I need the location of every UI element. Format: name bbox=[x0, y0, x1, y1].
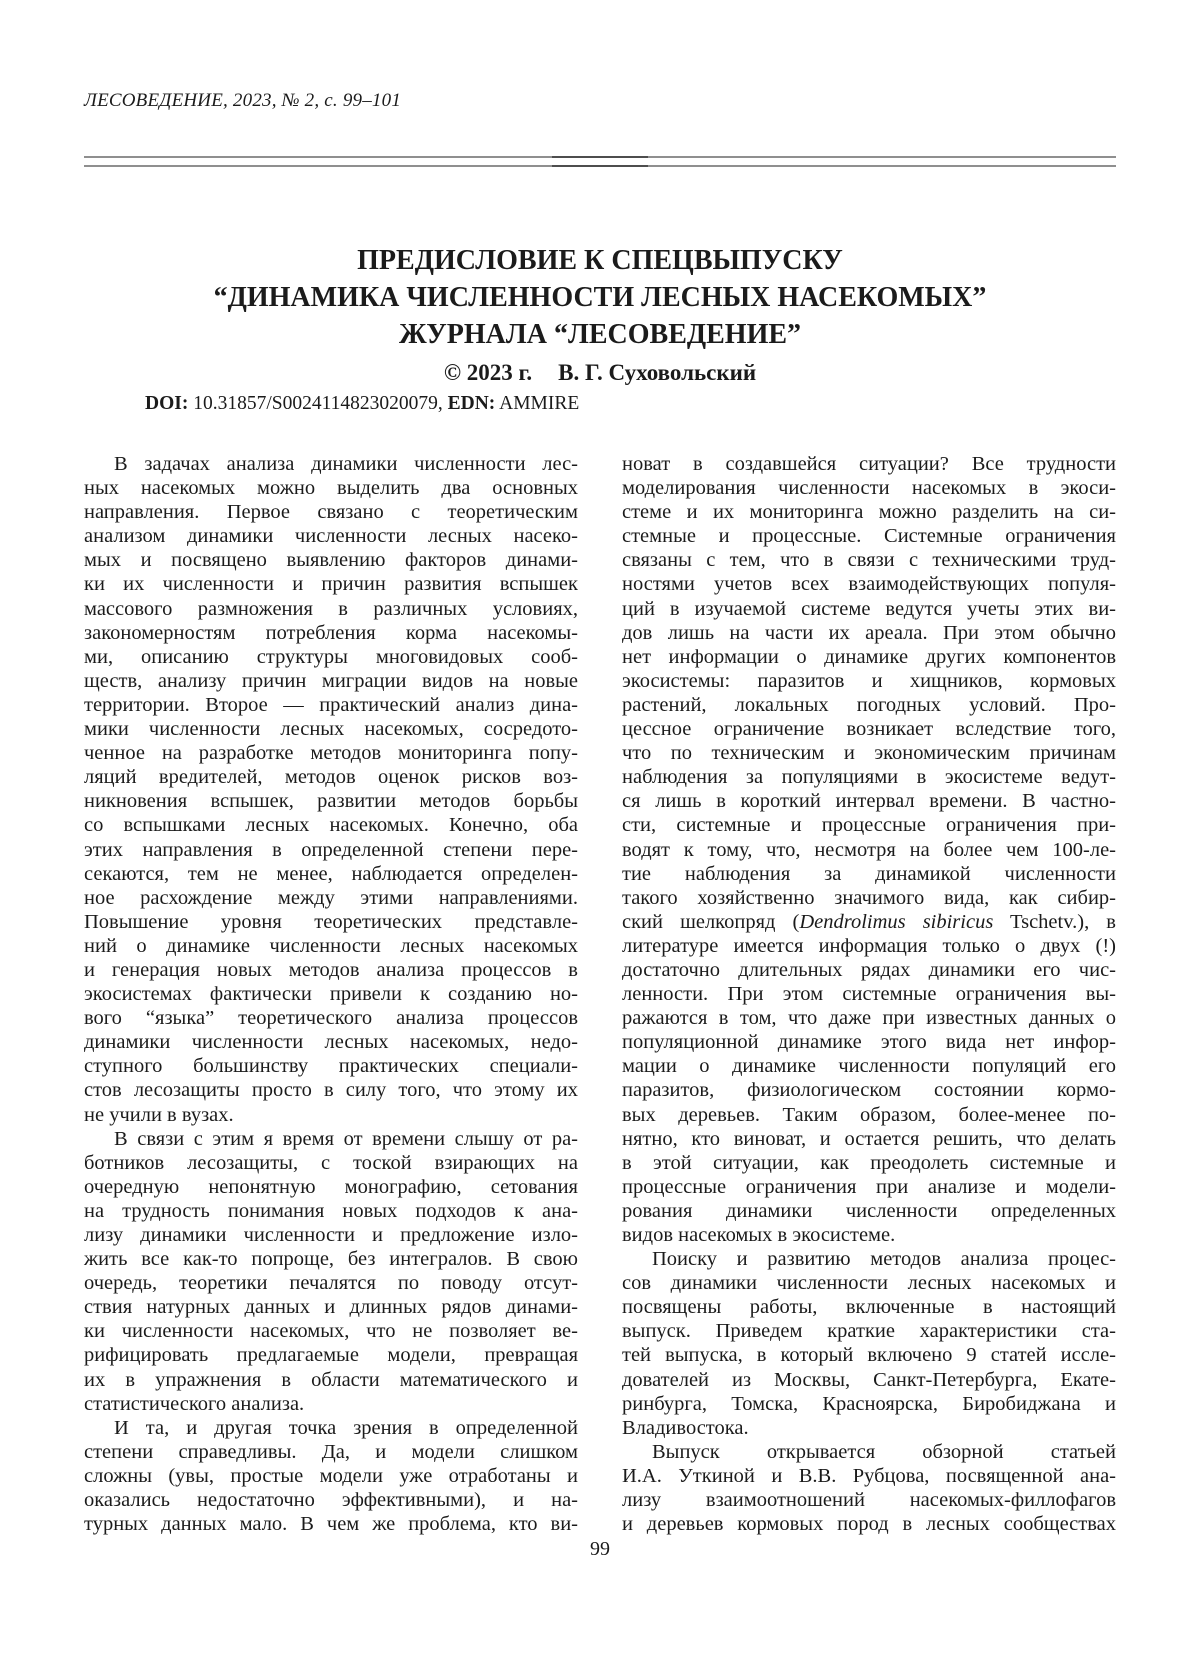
doi-line bbox=[145, 393, 579, 415]
text-line: выпуск. Приведем краткие характеристики ста- bbox=[622, 1320, 1116, 1343]
text-line: тие наблюдения за динамикой численности bbox=[622, 862, 1116, 885]
text-line: сложны (увы, простые модели уже отработаны и bbox=[84, 1464, 578, 1487]
text-line: секаются, тем не менее, наблюдается определен- bbox=[84, 862, 578, 885]
text-line: дов лишь на части их ареала. При этом обычно bbox=[622, 621, 1116, 644]
article-title bbox=[0, 242, 1200, 353]
text-line: рифицировать предлагаемые модели, превращая bbox=[84, 1344, 578, 1367]
text-line: мации о динамике численности популяций его bbox=[622, 1055, 1116, 1078]
edn-label: EDN: bbox=[447, 393, 496, 414]
text-line: со вспышками лесных насекомых. Конечно, оба bbox=[84, 814, 578, 837]
text-line: и деревьев кормовых пород в лесных сообществах bbox=[622, 1513, 1116, 1536]
doi-label: DOI: bbox=[145, 393, 189, 414]
copyright-year: © 2023 г. bbox=[443, 360, 533, 385]
journal-header: ЛЕСОВЕДЕНИЕ, 2023, № 2, с. 99–101 bbox=[84, 90, 402, 111]
text-line: что по техническим и экономическим причинам bbox=[622, 742, 1116, 765]
text-line: В задачах анализа динамики численности лес- bbox=[114, 453, 578, 475]
page-number: 99 bbox=[590, 1538, 610, 1560]
text-line: ностями учетов всех взаимодействующих популя- bbox=[622, 573, 1116, 596]
text-line: ченное на разработке методов мониторинга попу- bbox=[84, 742, 578, 765]
text-line: и генерация новых методов анализа процессов в bbox=[84, 958, 578, 981]
text-column-left bbox=[84, 452, 578, 1536]
text-line: лизу взаимоотношений насекомых-филлофагов bbox=[622, 1489, 1116, 1512]
text-line: наблюдения за популяциями в экосистеме ведут- bbox=[622, 766, 1116, 789]
text-line: новат в создавшейся ситуации? Все трудности bbox=[622, 453, 1116, 475]
text-line: посвящены работы, включенные в настоящий bbox=[622, 1296, 1116, 1319]
text-line: ражаются в том, что даже при известных данных о bbox=[622, 1007, 1116, 1030]
paragraph bbox=[622, 1247, 1116, 1440]
text-line: их в упражнения в области математического и bbox=[84, 1368, 578, 1391]
text-line: процессные ограничения при анализе и модели- bbox=[622, 1175, 1116, 1198]
text-line: ки численности насекомых, что не позволяет ве- bbox=[84, 1320, 578, 1343]
text-line: жить все как-то попроще, без интегралов. В свою bbox=[84, 1248, 578, 1271]
paragraph bbox=[84, 1416, 578, 1536]
text-line: мых и посвящено выявлению факторов динами- bbox=[84, 549, 578, 572]
text-line: Поиску и развитию методов анализа процес- bbox=[652, 1248, 1116, 1271]
text-line: оказались недостаточно эффективными), и на- bbox=[84, 1489, 578, 1512]
text-line: водят к тому, что, несмотря на более чем 100-ле- bbox=[622, 838, 1116, 861]
rule-center-mark-top bbox=[552, 156, 648, 158]
text-line: видов насекомых в экосистеме. bbox=[622, 1224, 896, 1246]
article-title-line-2: “ДИНАМИКА ЧИСЛЕННОСТИ ЛЕСНЫХ НАСЕКОМЫХ” bbox=[213, 282, 987, 313]
text-line: ринбурга, Томска, Красноярска, Биробиджана и bbox=[622, 1392, 1116, 1415]
text-line: стемные и процессные. Системные ограничения bbox=[622, 525, 1116, 548]
text-line: такого хозяйственно значимого вида, как сибир- bbox=[622, 886, 1116, 909]
text-line: закономерностям потребления корма насекомы- bbox=[84, 621, 578, 644]
paragraph bbox=[84, 452, 578, 1127]
text-line: экосистемах фактически привели к созданию но- bbox=[84, 983, 578, 1006]
text-line: ся лишь в короткий интервал времени. В частно- bbox=[622, 790, 1116, 813]
text-column-right bbox=[622, 452, 1116, 1536]
text-line: Выпуск открывается обзорной статьей bbox=[652, 1440, 1116, 1463]
text-line: мики численности лесных насекомых, сосредото- bbox=[84, 718, 578, 741]
text-line: дователей из Москвы, Санкт-Петербурга, Екате- bbox=[622, 1368, 1116, 1391]
text-line: рования динамики численности определенных bbox=[622, 1199, 1116, 1222]
text-line: вых деревьев. Таким образом, более-менее по- bbox=[622, 1103, 1116, 1126]
text-line: динамики численности лесных насекомых, недо- bbox=[84, 1031, 578, 1054]
text-line: этих направления в определенной степени пере- bbox=[84, 838, 578, 861]
text-line: стеме и их мониторинга можно разделить на си- bbox=[622, 501, 1116, 524]
text-line: вого “языка” теоретического анализа процессов bbox=[84, 1007, 578, 1030]
text-line: территории. Второе — практический анализ дина- bbox=[84, 693, 578, 716]
text-line: степени справедливы. Да, и модели слишком bbox=[84, 1440, 578, 1463]
text-line: сти, системные и процессные ограничения при- bbox=[622, 814, 1116, 837]
text-line: ки их численности и причин развития вспышек bbox=[84, 573, 578, 596]
text-line: сов динамики численности лесных насекомых и bbox=[622, 1272, 1116, 1295]
text-line: в этой ситуации, как преодолеть системные и bbox=[622, 1151, 1116, 1174]
text-line: растений, локальных погодных условий. Про- bbox=[622, 693, 1116, 716]
text-line: В связи с этим я время от времени слышу от ра- bbox=[114, 1127, 578, 1150]
text-line: ский шелкопряд (Dendrolimus sibiricus Tschetv.), в bbox=[622, 910, 1116, 933]
text-line: не учили в вузах. bbox=[84, 1103, 234, 1126]
text-line: нет информации о динамике других компонентов bbox=[622, 645, 1116, 668]
body-text bbox=[84, 452, 1116, 1536]
text-line: Повышение уровня теоретических представле- bbox=[84, 910, 578, 933]
paragraph bbox=[84, 1127, 578, 1416]
text-line: статистического анализа. bbox=[84, 1392, 305, 1415]
text-line: тей выпуска, в который включено 9 статей иссле- bbox=[622, 1344, 1116, 1367]
byline bbox=[0, 360, 1200, 386]
text-line: очередь, теоретики печалятся по поводу отсут- bbox=[84, 1272, 578, 1295]
author-name: В. Г. Суховольский bbox=[558, 360, 757, 385]
text-line: связаны с тем, что в связи с техническими труд- bbox=[622, 549, 1116, 572]
text-line: на трудность понимания новых подходов к ана- bbox=[84, 1199, 578, 1222]
text-line: экосистемы: паразитов и хищников, кормовых bbox=[622, 669, 1116, 692]
text-line: популяционной динамике этого вида нет инфор- bbox=[622, 1031, 1116, 1054]
text-line: очередную непонятную монографию, сетования bbox=[84, 1175, 578, 1198]
edn-value: AMMIRE bbox=[499, 393, 580, 414]
text-line: паразитов, физиологическом состоянии кормо- bbox=[622, 1079, 1116, 1102]
text-line: ступного большинству практических специали- bbox=[84, 1055, 578, 1078]
text-line: нятно, кто виноват, и остается решить, что делать bbox=[622, 1127, 1116, 1150]
text-line: лизу динамики численности и предложение изло- bbox=[84, 1224, 578, 1246]
text-line: ществ, анализу причин миграции видов на новые bbox=[84, 669, 578, 692]
text-line: ствия натурных данных и длинных рядов динами- bbox=[84, 1296, 578, 1319]
article-title-line-1: ПРЕДИСЛОВИЕ К СПЕЦВЫПУСКУ bbox=[357, 245, 843, 276]
text-line: ботников лесозащиты, с тоской взирающих на bbox=[84, 1151, 578, 1174]
article-title-line-3: ЖУРНАЛА “ЛЕСОВЕДЕНИЕ” bbox=[398, 319, 802, 350]
text-line: ний о динамике численности лесных насекомых bbox=[84, 934, 578, 957]
header-rule bbox=[84, 156, 1116, 167]
paragraph bbox=[622, 1440, 1116, 1536]
text-line: ляций вредителей, методов оценок рисков воз- bbox=[84, 766, 578, 789]
text-line: ми, описанию структуры многовидовых сооб- bbox=[84, 645, 578, 668]
text-line: анализом динамики численности лесных насеко- bbox=[84, 525, 578, 548]
text-line: никновения вспышек, развитии методов борьбы bbox=[84, 790, 578, 813]
text-line: моделирования численности насекомых в экоси- bbox=[622, 477, 1116, 500]
text-line: достаточно длительных рядах динамики его чис- bbox=[622, 958, 1116, 981]
doi-value: 10.31857/S0024114823020079, bbox=[193, 393, 443, 414]
text-line: ное расхождение между этими направлениями. bbox=[84, 886, 578, 909]
rule-center-mark-bottom bbox=[552, 165, 648, 167]
text-line: ных насекомых можно выделить два основных bbox=[84, 477, 578, 500]
text-line: стов лесозащиты просто в силу того, что этому их bbox=[84, 1079, 578, 1102]
paragraph bbox=[622, 452, 1116, 1247]
text-line: ленности. При этом системные ограничения вы- bbox=[622, 983, 1116, 1006]
text-line: массового размножения в различных условиях, bbox=[84, 597, 578, 620]
text-line: ций в изучаемой системе ведутся учеты этих ви- bbox=[622, 597, 1116, 620]
text-line: направления. Первое связано с теоретическим bbox=[84, 501, 578, 524]
text-line: турных данных мало. В чем же проблема, кто ви- bbox=[84, 1513, 578, 1536]
text-line: Владивостока. bbox=[622, 1416, 749, 1439]
text-line: цессное ограничение возникает вследствие того, bbox=[622, 718, 1116, 741]
text-line: И та, и другая точка зрения в определенной bbox=[114, 1416, 578, 1439]
text-line: литературе имеется информация только о двух (!) bbox=[622, 934, 1116, 957]
text-line: И.А. Уткиной и В.В. Рубцова, посвященной ана- bbox=[622, 1464, 1116, 1487]
